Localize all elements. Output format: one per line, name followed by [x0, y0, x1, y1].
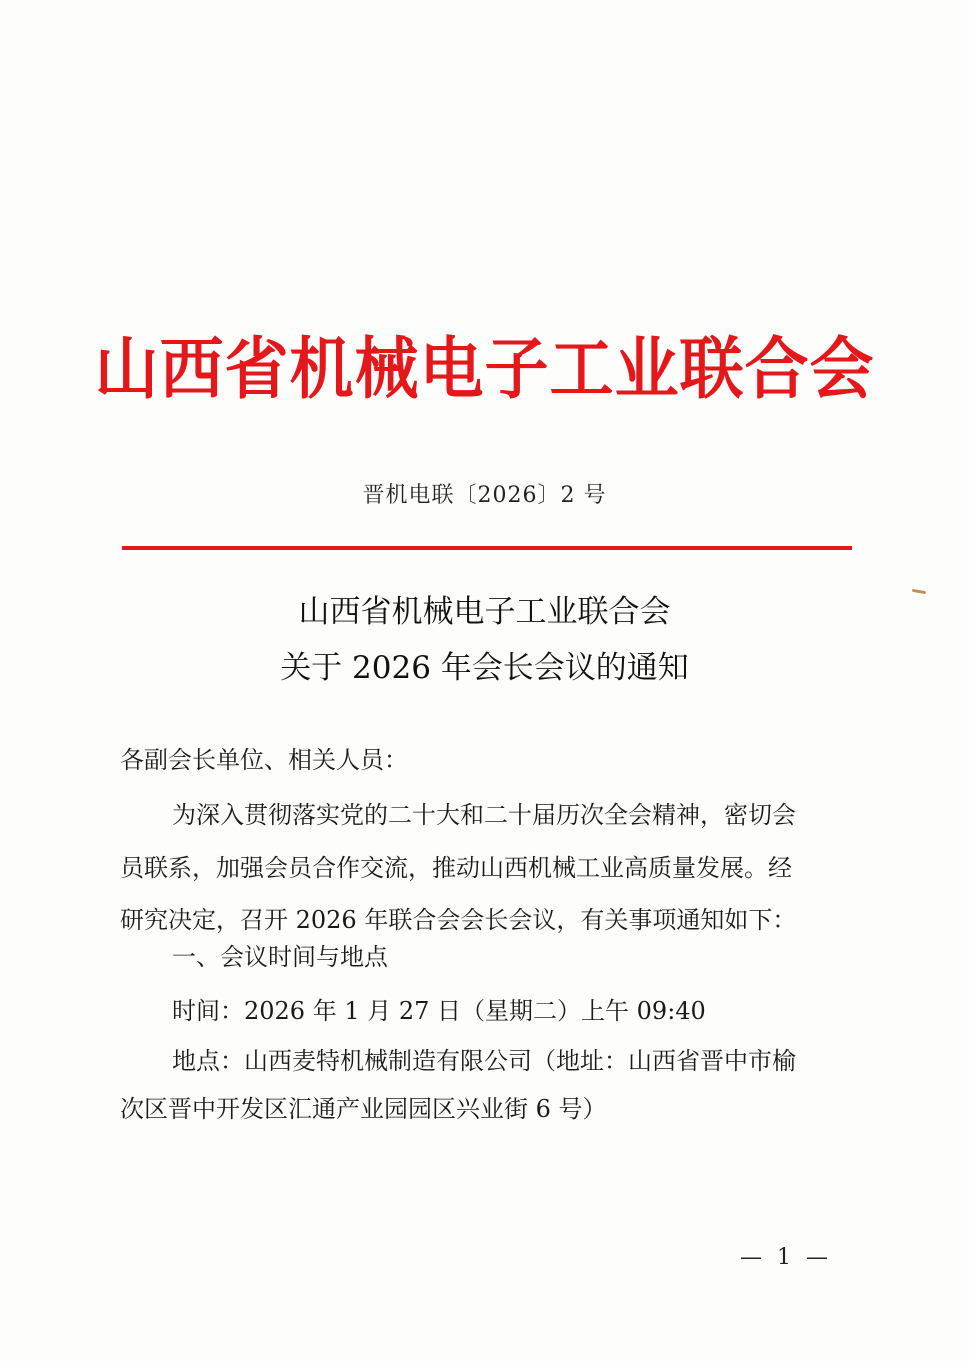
- paragraph-1-line-2: 员联系，加强会员合作交流，推动山西机械工业高质量发展。经: [120, 854, 792, 882]
- meeting-place-line-2: 次区晋中开发区汇通产业园园区兴业街 6 号）: [120, 1095, 607, 1123]
- notice-title-line-1: 山西省机械电子工业联合会: [298, 594, 671, 630]
- red-divider-line: [122, 546, 852, 550]
- meeting-time: 时间：2026 年 1 月 27 日（星期二）上午 09:40: [172, 997, 706, 1025]
- page-number: — 1 —: [740, 1245, 832, 1270]
- masthead-title: 山西省机械电子工业联合会: [94, 331, 875, 409]
- salutation: 各副会长单位、相关人员：: [120, 746, 408, 774]
- notice-title-line-2: 关于 2026 年会长会议的通知: [280, 650, 689, 686]
- paragraph-1-line-1: 为深入贯彻落实党的二十大和二十届历次全会精神，密切会: [172, 801, 796, 829]
- meeting-place-line-1: 地点：山西麦特机械制造有限公司（地址：山西省晋中市榆: [172, 1047, 796, 1075]
- paragraph-1-line-3: 研究决定，召开 2026 年联合会会长会议，有关事项通知如下：: [120, 906, 797, 934]
- document-number: 晋机电联〔2026〕2 号: [362, 483, 607, 508]
- section-heading-1: 一、会议时间与地点: [172, 943, 388, 971]
